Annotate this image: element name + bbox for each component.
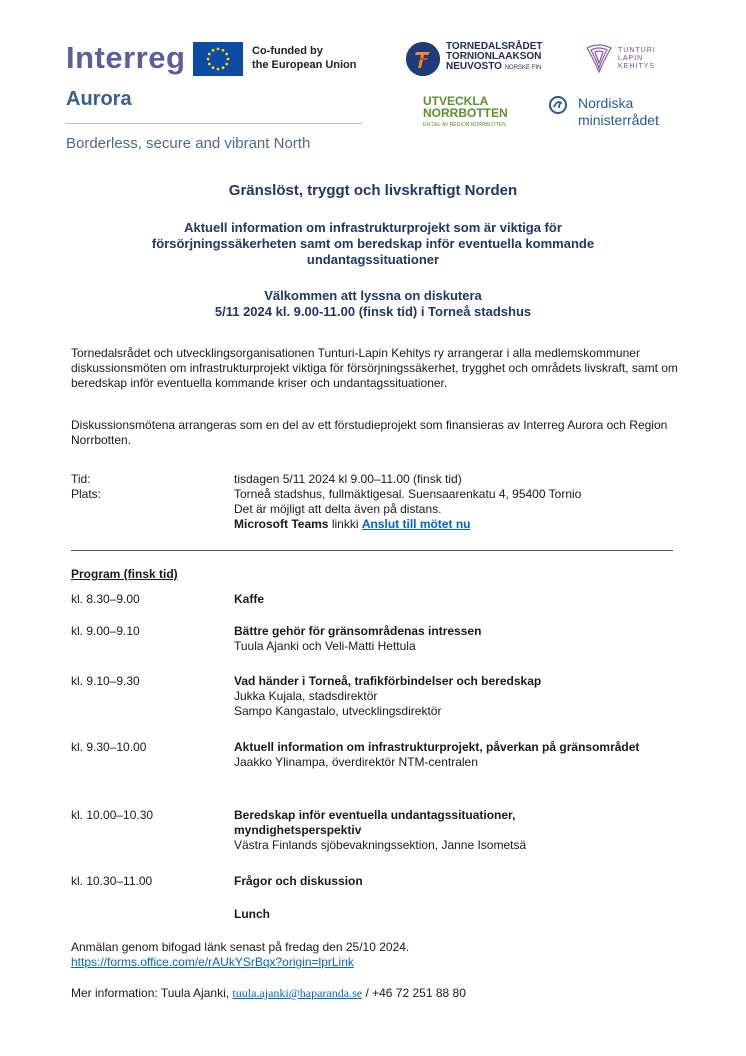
program-time: kl. 9.30–10.00 bbox=[71, 740, 147, 754]
logo-divider bbox=[66, 123, 362, 124]
program-item: Bättre gehör för gränsområdenas intressen Tuula Ajanki och Veli-Matti Hettula bbox=[234, 624, 482, 653]
place-value: Torneå stadshus, fullmäktigesal. Suensaarenkatu 4, 95400 Tornio bbox=[234, 487, 582, 501]
time-label: Tid: bbox=[71, 472, 91, 486]
program-time: kl. 8.30–9.00 bbox=[71, 592, 140, 606]
program-time: kl. 9.00–9.10 bbox=[71, 624, 140, 638]
program-heading: Program (finsk tid) bbox=[71, 567, 178, 581]
interreg-logo: Interreg bbox=[66, 40, 186, 75]
registration-line bbox=[71, 955, 691, 970]
utveckla-norrbotten-logo: UTVECKLA NORRBOTTEN EN DEL AV REGION NORRBOTTEN bbox=[423, 94, 508, 128]
intro-paragraph-2: Diskussionsmötena arrangeras som en del av ett förstudieprojekt som finansieras av Interreg Aurora och Region Norrbotten. bbox=[71, 418, 668, 447]
tunturi-logo-text: TUNTURI LAPIN KEHITYS bbox=[618, 47, 656, 70]
registration-text: Anmälan genom bifogad länk senast på fredag den 25/10 2024. bbox=[71, 940, 410, 954]
section-divider bbox=[71, 550, 673, 551]
program-item-lunch: Lunch bbox=[234, 907, 270, 921]
contact-line: Mer information: Tuula Ajanki, tuula.ajanki@haparanda.se / +46 72 251 88 80 bbox=[71, 986, 466, 1000]
cofunded-label: Co-funded by the European Union bbox=[252, 45, 357, 71]
nordiska-ministerradet-logo-text: Nordiska ministerrådet bbox=[578, 95, 659, 128]
registration-link[interactable]: https://forms.office.com/e/rAUkYSrBqx?origin=lprLink bbox=[71, 955, 354, 969]
program-item: Frågor och diskussion bbox=[234, 874, 363, 888]
contact-email-link[interactable]: tuula.ajanki@haparanda.se bbox=[232, 986, 363, 1000]
teams-join-link[interactable]: Anslut till mötet nu bbox=[361, 517, 471, 531]
intro-paragraph-1: Tornedalsrådet och utvecklingsorganisationen Tunturi-Lapin Kehitys ry arrangerar i alla medlemskommuner diskussionsmöten om infrastrukturprojekt viktiga för försörjningssäkerhet, trygghet och områdets livskraft, samt om beredskap inför eventuella kommande kriser och undantagssituationer. bbox=[71, 346, 678, 390]
tunturi-logo-icon bbox=[584, 42, 614, 74]
place-label: Plats: bbox=[71, 487, 102, 501]
nordiska-ministerradet-swan-icon bbox=[548, 95, 568, 115]
teams-word: linkki bbox=[331, 517, 359, 531]
tagline: Borderless, secure and vibrant North bbox=[66, 135, 311, 152]
remote-note: Det är möjligt att delta även på distans. bbox=[234, 502, 442, 516]
tornedalsradet-logo-text: TORNEDALSRÅDET TORNIONLAAKSON NEUVOSTO NORSKE FIN bbox=[446, 41, 543, 72]
program-item: Beredskap inför eventuella undantagssituationer, myndighetsperspektiv Västra Finlands sjöbevakningssektion, Janne Isometsä bbox=[234, 808, 527, 852]
time-value: tisdagen 5/11 2024 kl 9.00–11.00 (finsk tid) bbox=[234, 472, 462, 486]
program-time: kl. 10.30–11.00 bbox=[71, 874, 153, 888]
page-title: Gränslöst, tryggt och livskraftigt Norden bbox=[228, 182, 518, 199]
aurora-logo-text: Aurora bbox=[66, 88, 132, 110]
program-time: kl. 10.00–10.30 bbox=[71, 808, 154, 822]
tornedalsradet-logo-icon bbox=[406, 42, 440, 76]
teams-label: Microsoft Teams bbox=[234, 517, 329, 531]
program-item: Aktuell information om infrastrukturprojekt, påverkan på gränsområdet Jaakko Ylinampa, överdirektör NTM-centralen bbox=[234, 740, 640, 769]
program-item: Kaffe bbox=[234, 592, 265, 606]
program-time: kl. 9.10–9.30 bbox=[71, 674, 140, 688]
program-item: Vad händer i Torneå, trafikförbindelser och beredskap Jukka Kujala, stadsdirektör Sampo Kangastalo, utvecklingsdirektör bbox=[234, 674, 542, 718]
eu-flag-icon bbox=[193, 42, 243, 76]
teams-line bbox=[234, 517, 470, 532]
page-subtitle: Aktuell information om infrastrukturprojekt som är viktiga för försörjningssäkerheten samt om beredskap inför eventuella kommande undantagssituationer bbox=[151, 220, 595, 267]
welcome-heading: Välkommen att lyssna on diskutera 5/11 2024 kl. 9.00-11.00 (finsk tid) i Torneå stadshus bbox=[214, 288, 532, 319]
